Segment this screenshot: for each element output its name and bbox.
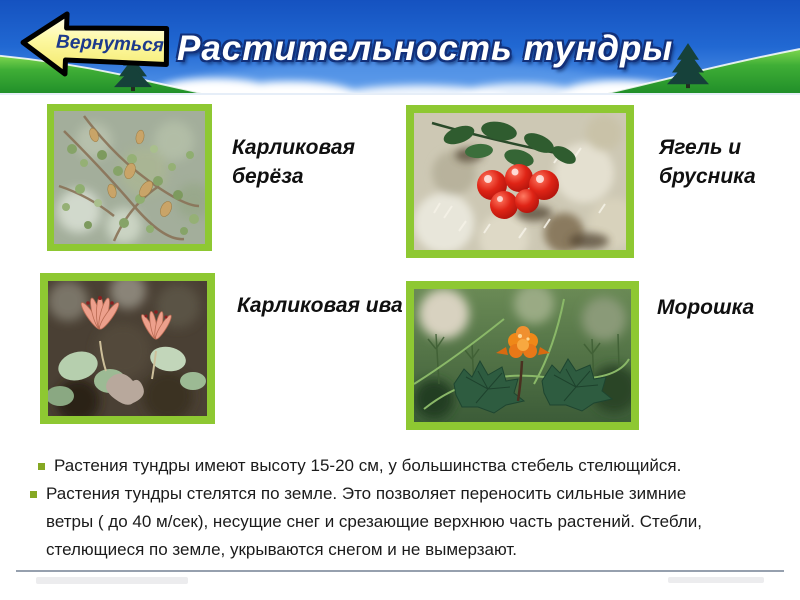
cloudberry-image xyxy=(414,289,631,422)
figure-dwarf-birch xyxy=(47,104,212,251)
dwarf-willow-image xyxy=(48,281,207,416)
bullet-text: Растения тундры имеют высоту 15-20 см, у большинства стебель стелющийся. xyxy=(54,456,682,475)
back-button[interactable] xyxy=(19,9,171,80)
label-lichen-lingonberry: Ягель и брусника xyxy=(659,136,756,188)
bullet-marker xyxy=(30,491,37,498)
back-button-label: Вернуться xyxy=(55,31,165,57)
dwarf-birch-image xyxy=(54,111,205,244)
figure-dwarf-willow xyxy=(40,273,215,424)
label-dwarf-willow: Карликовая ива xyxy=(237,294,403,317)
watermark-right xyxy=(668,577,764,583)
bullet-text: Растения тундры стелятся по земле. Это позволяет переносить сильные зимние ветры ( до 40 м/сек), несущие снег и срезающие верхнюю часть растений. Стебли, стелющиеся по земле, укрываются снегом и не вымерзают. xyxy=(46,484,703,559)
page-title: Растительность тундры xyxy=(177,29,674,68)
bullet-marker xyxy=(38,463,45,470)
label-cloudberry: Морошка xyxy=(657,296,755,319)
figure-lichen-lingonberry xyxy=(406,105,634,258)
header-banner xyxy=(0,0,800,95)
label-dwarf-birch: Карликовая берёза xyxy=(232,136,355,188)
footer-divider xyxy=(16,570,784,572)
figure-cloudberry xyxy=(406,281,639,430)
bullet-item xyxy=(30,480,736,564)
lichen-lingonberry-image xyxy=(414,113,626,250)
watermark-left xyxy=(36,577,188,584)
bullet-item xyxy=(30,452,736,480)
bullet-list xyxy=(30,452,736,564)
